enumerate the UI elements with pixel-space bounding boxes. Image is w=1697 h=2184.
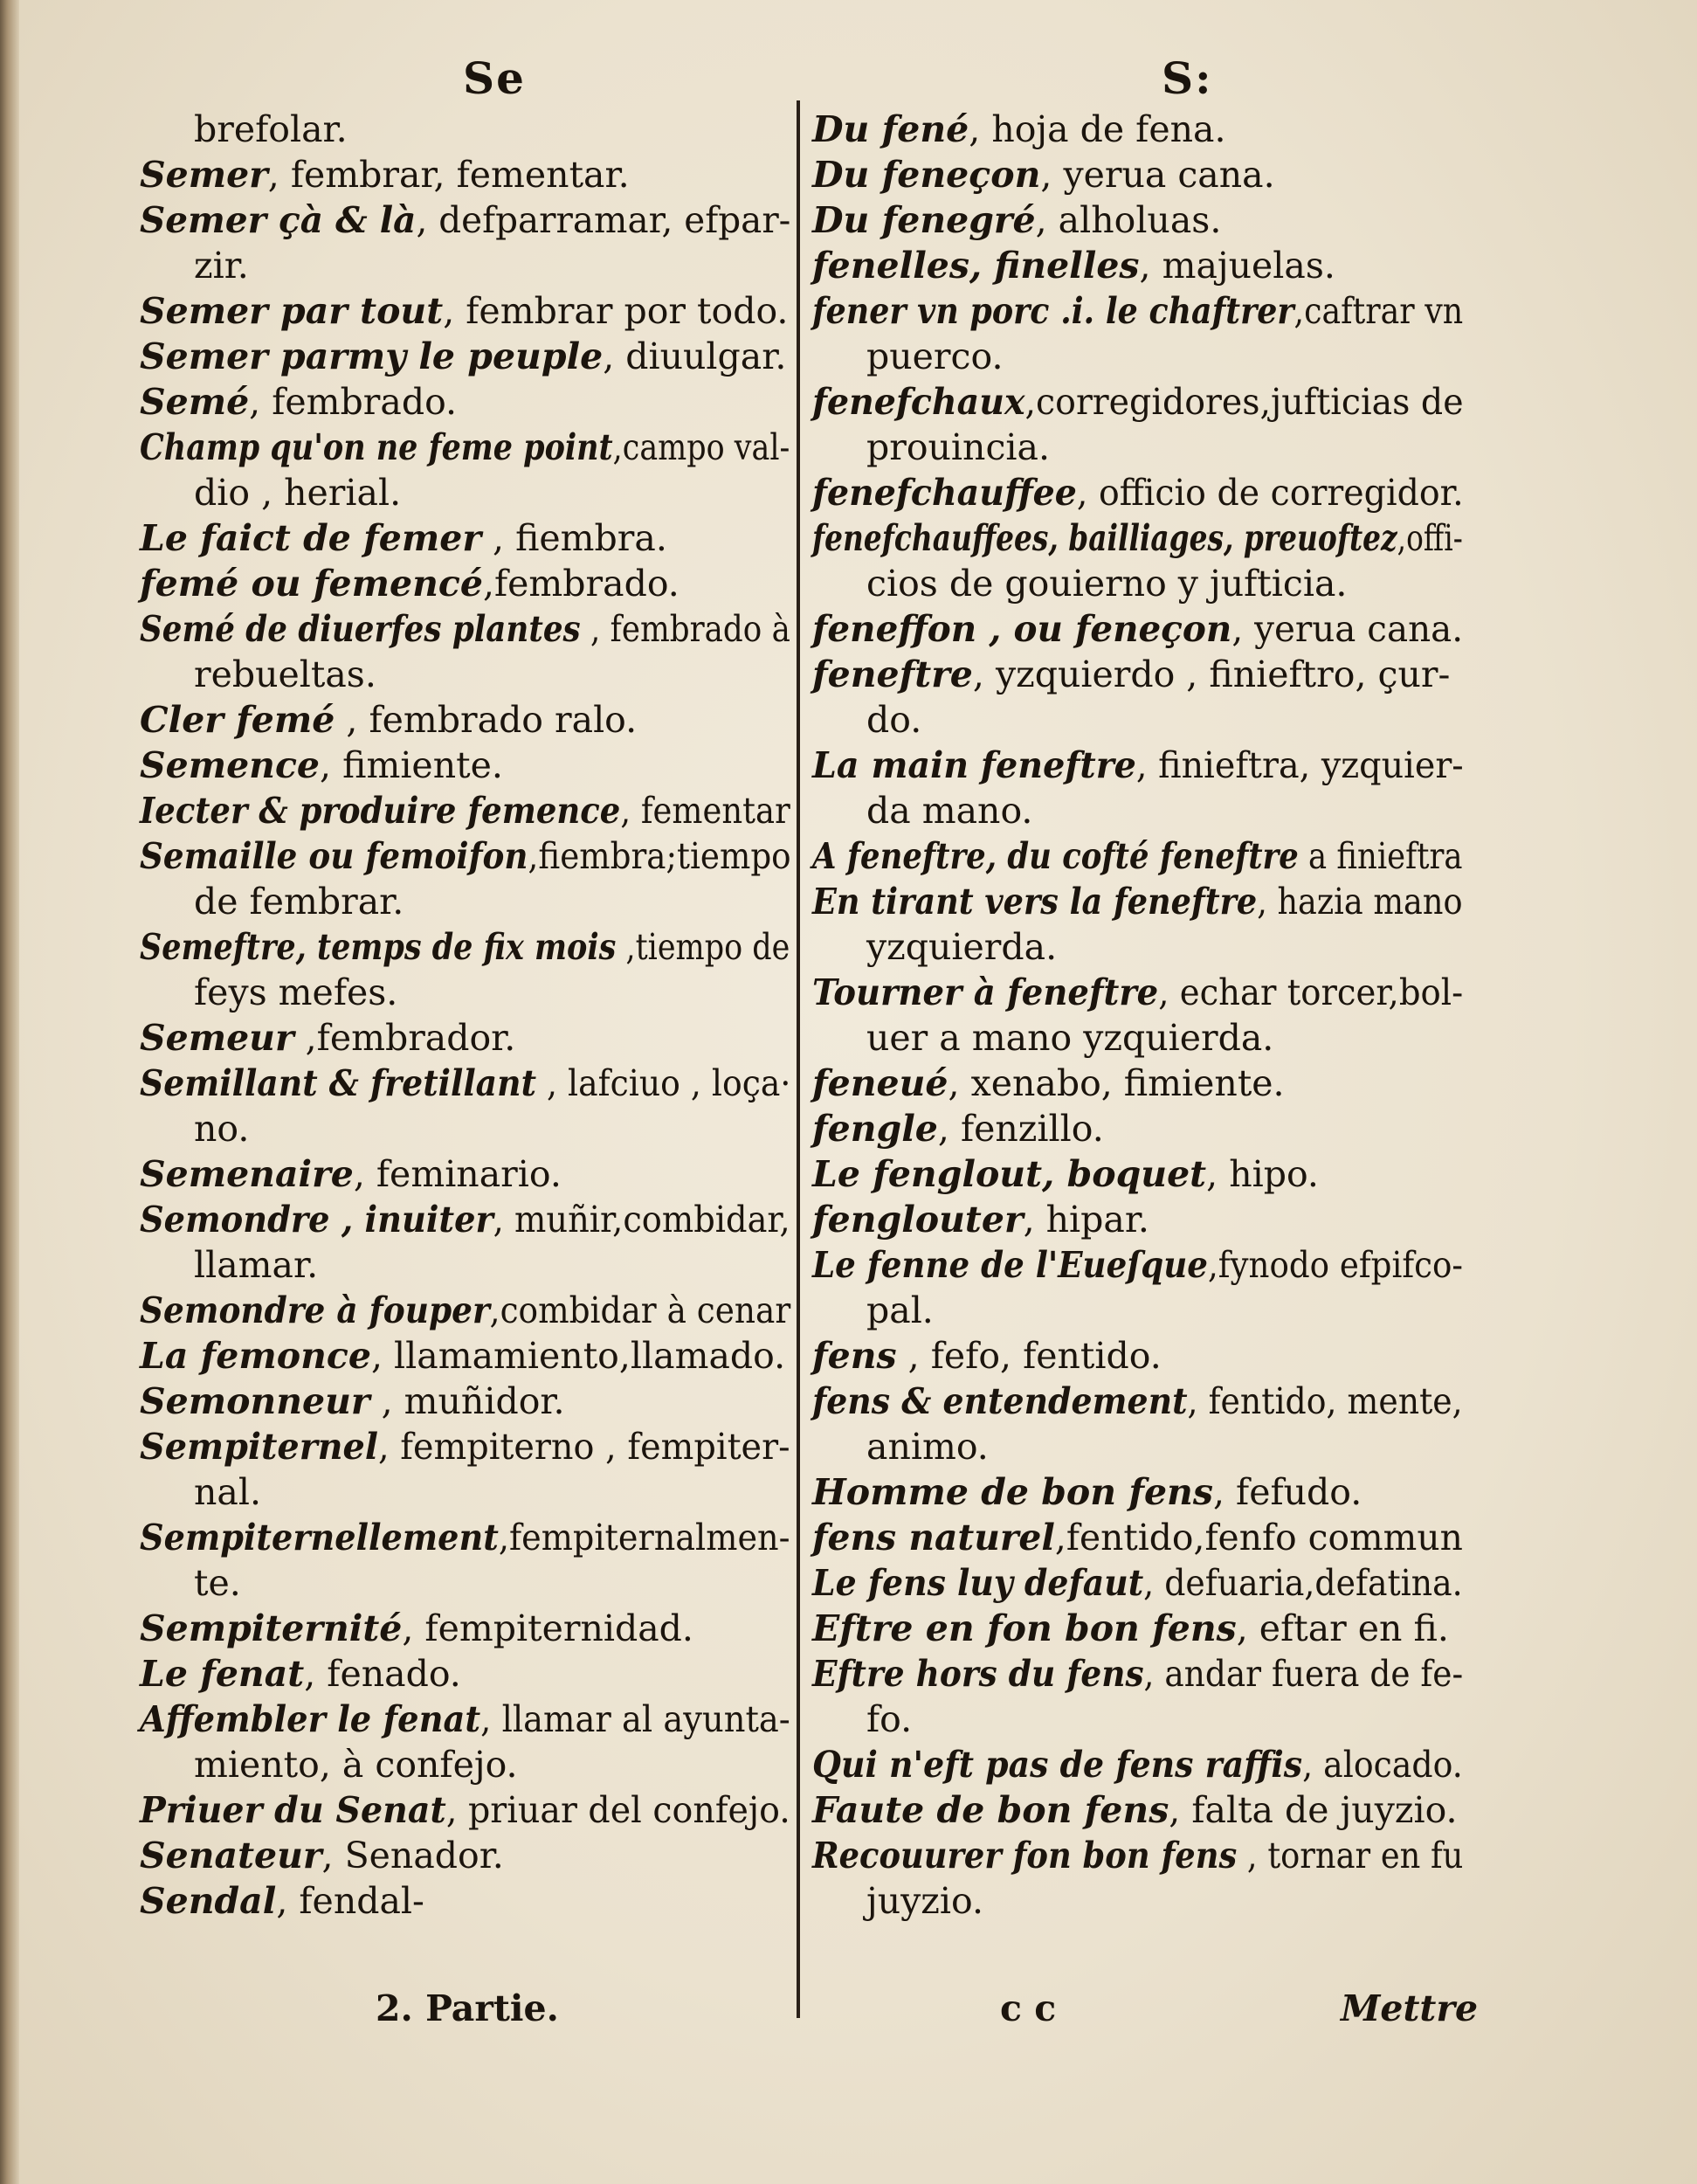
entry-line xyxy=(140,924,790,970)
entry-line xyxy=(140,1288,791,1333)
definition: miento, à confejo. xyxy=(194,1744,518,1786)
entry-line xyxy=(140,652,790,697)
definition: cios de gouierno y jufticia. xyxy=(866,563,1348,605)
definition: , officio de corregidor. xyxy=(1076,472,1464,514)
definition: pal. xyxy=(866,1289,934,1331)
headword: Semence xyxy=(140,744,321,786)
entry-line xyxy=(812,152,1463,197)
definition: juyzio. xyxy=(866,1880,983,1922)
entry-line xyxy=(812,652,1463,697)
running-head-left: Se xyxy=(463,52,526,104)
entry-line xyxy=(140,833,791,879)
definition: ,fiembra;tiempo xyxy=(528,835,791,877)
headword: Semondre , inuiter xyxy=(140,1199,493,1241)
definition: , fenado. xyxy=(304,1653,461,1695)
headword: femé ou femencé xyxy=(140,563,483,605)
entry-line xyxy=(812,1015,1463,1061)
definition: yzquierda. xyxy=(866,926,1058,968)
entry-line xyxy=(812,833,1463,879)
headword: Sempiternel xyxy=(140,1426,378,1468)
headword: fens naturel xyxy=(812,1517,1055,1559)
entry-line xyxy=(812,1424,1463,1469)
definition: prouincia. xyxy=(866,426,1051,468)
definition: ,fembrado. xyxy=(482,563,679,605)
entry-line xyxy=(812,561,1463,606)
entry-line xyxy=(812,334,1463,379)
headword: Le fenglout, boquet xyxy=(812,1153,1207,1195)
definition: no. xyxy=(194,1108,250,1150)
definition: , fembrado à xyxy=(580,608,790,650)
entry-line xyxy=(140,1878,790,1924)
headword: Le faict de femer xyxy=(140,517,481,559)
definition: , fenzillo. xyxy=(937,1108,1104,1150)
entry-line xyxy=(812,107,1463,152)
headword: fenefchauffee xyxy=(812,472,1077,514)
entry-line xyxy=(140,243,790,288)
headword: Iecter & produire femence xyxy=(140,790,621,832)
entry-line xyxy=(140,1379,790,1424)
headword: Semondre à fouper xyxy=(140,1289,490,1331)
entry-line xyxy=(140,561,790,606)
definition: , llamar al ayunta- xyxy=(480,1698,790,1740)
entry-line xyxy=(140,1242,790,1288)
definition: , tornar en fu xyxy=(1237,1835,1464,1876)
entry-line xyxy=(140,743,790,788)
entry-line xyxy=(812,1878,1463,1924)
entry-line xyxy=(812,1560,1463,1606)
definition: , fembrado ralo. xyxy=(335,699,638,741)
headword: Faute de bon fens xyxy=(812,1789,1169,1831)
definition: , fendal- xyxy=(276,1880,424,1922)
definition: , diuulgar. xyxy=(603,335,787,377)
headword: fenefchaux xyxy=(812,381,1025,423)
headword: fenelles, finelles xyxy=(812,245,1140,287)
headword: En tirant vers la feneftre xyxy=(812,881,1258,923)
headword: Semonneur xyxy=(140,1380,370,1422)
definition: , fempiterno , fempiter- xyxy=(377,1426,790,1468)
entry-line xyxy=(812,1606,1463,1651)
entry-line xyxy=(812,1833,1464,1878)
entry-line xyxy=(140,1151,790,1197)
entry-line xyxy=(140,1015,790,1061)
headword: Semer xyxy=(140,154,268,196)
headword: Le fenat xyxy=(140,1653,305,1695)
definition: , fefo, fentido. xyxy=(896,1335,1162,1377)
entry-line xyxy=(140,1606,790,1651)
entry-line xyxy=(140,152,790,197)
entry-line xyxy=(812,1697,1463,1742)
entry-line xyxy=(140,197,791,243)
definition: , hazia mano xyxy=(1257,881,1463,923)
definition: , yerua cana. xyxy=(1231,608,1464,650)
definition: , fiembra. xyxy=(480,517,667,559)
headword: fenglouter xyxy=(812,1199,1024,1241)
entry-line xyxy=(140,470,790,515)
entry-line xyxy=(140,379,790,425)
headword: Cler femé xyxy=(140,699,335,741)
entry-line xyxy=(140,515,790,561)
definition: animo. xyxy=(866,1426,989,1468)
definition: llamar. xyxy=(194,1244,319,1286)
definition: ,offi- xyxy=(1397,517,1463,559)
entry-line xyxy=(812,288,1464,334)
headword: Tourner à feneftre xyxy=(812,971,1159,1013)
definition: nal. xyxy=(194,1471,261,1513)
definition: , fembrar, fementar. xyxy=(267,154,630,196)
entry-line xyxy=(140,606,790,652)
definition: ,corregidores,jufticias de xyxy=(1024,381,1464,423)
headword: Semer parmy le peuple xyxy=(140,335,604,377)
definition: , llamamiento,llamado. xyxy=(370,1335,786,1377)
headword: Semenaire xyxy=(140,1153,354,1195)
definition: , muñidor. xyxy=(369,1380,565,1422)
entry-line xyxy=(812,379,1464,425)
entry-line xyxy=(812,1379,1463,1424)
definition: ,fentido,fenfo commun xyxy=(1054,1517,1463,1559)
entry-line xyxy=(140,1787,790,1833)
headword: Affembler le fenat xyxy=(140,1698,481,1740)
headword: feneffon , ou feneçon xyxy=(812,608,1232,650)
entry-line xyxy=(140,1333,790,1379)
column-left xyxy=(140,107,790,1924)
entry-line xyxy=(812,1515,1463,1560)
entry-line xyxy=(140,1697,790,1742)
definition: , fefudo. xyxy=(1212,1471,1362,1513)
definition: , fimiente. xyxy=(320,744,503,786)
entry-line xyxy=(140,1469,790,1515)
headword: La main feneftre xyxy=(812,744,1136,786)
headword: fener vn porc .i. le chaftrer xyxy=(812,290,1294,332)
headword: Le fenne de l'Eueſque xyxy=(812,1244,1208,1286)
definition: rebueltas. xyxy=(194,653,376,695)
headword: Semer par tout xyxy=(140,290,444,332)
definition: da mano. xyxy=(866,790,1033,832)
entry-line xyxy=(812,1242,1463,1288)
definition: , fentido, mente, xyxy=(1187,1380,1463,1422)
headword: fens xyxy=(812,1335,897,1377)
definition: do. xyxy=(866,699,922,741)
headword: Semé xyxy=(140,381,250,423)
entry-line xyxy=(812,1787,1463,1833)
catchword: Mettre xyxy=(1341,1987,1479,2029)
headword: Sendal xyxy=(140,1880,277,1922)
entry-line xyxy=(812,743,1464,788)
definition: puerco. xyxy=(866,335,1004,377)
definition: , defparramar, efpar- xyxy=(416,199,791,241)
running-head-right: S: xyxy=(1162,52,1213,104)
headword: fens & entendement xyxy=(812,1380,1188,1422)
entry-line xyxy=(812,879,1463,924)
headword: Priuer du Senat xyxy=(140,1789,446,1831)
definition: te. xyxy=(194,1562,241,1604)
entry-line xyxy=(140,425,790,470)
definition: , Senador. xyxy=(321,1835,504,1876)
entry-line xyxy=(812,1333,1463,1379)
entry-line xyxy=(812,197,1463,243)
definition: ,fempiternalmen- xyxy=(498,1517,790,1559)
headword: Semé de diuerfes plantes xyxy=(140,608,581,650)
entry-line xyxy=(140,288,790,334)
entry-line xyxy=(140,1651,790,1697)
headword: Sempiternité xyxy=(140,1607,403,1649)
column-rule xyxy=(797,100,800,2018)
binding-edge xyxy=(0,0,19,2184)
definition: , fembrado. xyxy=(249,381,458,423)
definition: feys mefes. xyxy=(194,971,398,1013)
headword: fenefchauffees, bailliages, preuoftez xyxy=(812,517,1397,559)
definition: , feminario. xyxy=(353,1153,562,1195)
definition: fo. xyxy=(866,1698,913,1740)
entry-line xyxy=(140,1742,790,1787)
gathering-mark: c c xyxy=(1000,1987,1057,2029)
headword: Champ qu'on ne feme point xyxy=(140,426,613,468)
entry-line xyxy=(140,788,790,833)
headword: Du fenegré xyxy=(812,199,1036,241)
headword: feneué xyxy=(812,1062,949,1104)
entry-line xyxy=(812,1106,1463,1151)
headword: Sempiternellement xyxy=(140,1517,499,1559)
entry-line xyxy=(812,1469,1463,1515)
definition: , priuar del confejo. xyxy=(445,1789,790,1831)
entry-line xyxy=(140,107,790,152)
entry-line xyxy=(140,1560,790,1606)
entry-line xyxy=(812,1061,1463,1106)
definition: , fempiternidad. xyxy=(402,1607,693,1649)
headword: Senateur xyxy=(140,1835,322,1876)
headword: Eftre en fon bon fens xyxy=(812,1607,1237,1649)
definition: , muñir,combidar, xyxy=(493,1199,790,1241)
entry-line xyxy=(812,1151,1463,1197)
entry-line xyxy=(812,243,1463,288)
headword: La femonce xyxy=(140,1335,371,1377)
definition: , alocado. xyxy=(1302,1744,1463,1786)
headword: Recouurer fon bon fens xyxy=(812,1835,1238,1876)
entry-line xyxy=(140,1106,790,1151)
definition: ,caftrar vn xyxy=(1293,290,1464,332)
entry-line xyxy=(140,879,790,924)
definition: de fembrar. xyxy=(194,881,404,923)
definition: , yerua cana. xyxy=(1040,154,1275,196)
headword: Homme de bon fens xyxy=(812,1471,1213,1513)
headword: A feneftre, du cofté feneftre xyxy=(812,835,1299,877)
entry-line xyxy=(812,515,1463,561)
headword: Semillant & fretillant xyxy=(140,1062,537,1104)
definition: brefolar. xyxy=(194,108,348,150)
entry-line xyxy=(812,606,1464,652)
headword: Du fené xyxy=(812,108,969,150)
headword: Semer çà & là xyxy=(140,199,417,241)
definition: a finieftra xyxy=(1298,835,1463,877)
entry-line xyxy=(812,924,1463,970)
headword: Du feneçon xyxy=(812,154,1041,196)
definition: , alholuas. xyxy=(1035,199,1222,241)
entry-line xyxy=(812,1651,1464,1697)
column-right xyxy=(812,107,1463,1924)
definition: , falta de juyzio. xyxy=(1169,1789,1458,1831)
definition: , xenabo, fimiente. xyxy=(948,1062,1285,1104)
definition: , lafciuo , loça· xyxy=(536,1062,791,1104)
definition: ,tiempo de xyxy=(616,926,790,968)
definition: ,fembrador. xyxy=(293,1017,516,1059)
entry-line xyxy=(812,425,1463,470)
entry-line xyxy=(140,970,790,1015)
definition: zir. xyxy=(194,245,249,287)
headword: Semaille ou femoifon xyxy=(140,835,528,877)
definition: , finieftra, yzquier- xyxy=(1135,744,1464,786)
entry-line xyxy=(140,1515,790,1560)
headword: Eftre hors du fens xyxy=(812,1653,1144,1695)
definition: , yzquierdo , finieftro, çur- xyxy=(972,653,1451,695)
definition: ,fynodo efpifco- xyxy=(1207,1244,1463,1286)
entry-line xyxy=(140,1061,791,1106)
definition: , andar fuera de fe- xyxy=(1143,1653,1464,1695)
headword: fengle xyxy=(812,1108,938,1150)
entry-line xyxy=(140,1833,790,1878)
entry-line xyxy=(140,334,790,379)
definition: , fementar xyxy=(620,790,790,832)
entry-line xyxy=(812,1288,1463,1333)
definition: uer a mano yzquierda. xyxy=(866,1017,1274,1059)
definition: , echar torcer,bol- xyxy=(1158,971,1464,1013)
entry-line xyxy=(812,470,1464,515)
entry-line xyxy=(812,788,1463,833)
headword: Le fens luy defaut xyxy=(812,1562,1144,1604)
signature-mark: 2. Partie. xyxy=(376,1987,559,2029)
entry-line xyxy=(812,1742,1463,1787)
headword: Semeftre, temps de fix mois xyxy=(140,926,617,968)
definition: , hoja de fena. xyxy=(969,108,1226,150)
definition: , fembrar por todo. xyxy=(443,290,789,332)
definition: , hipar. xyxy=(1023,1199,1149,1241)
definition: , hipo. xyxy=(1206,1153,1319,1195)
definition: , eftar en fi. xyxy=(1236,1607,1449,1649)
definition: ,campo val- xyxy=(612,426,790,468)
entry-line xyxy=(140,1197,790,1242)
headword: feneftre xyxy=(812,653,973,695)
definition: , majuelas. xyxy=(1139,245,1335,287)
entry-line xyxy=(140,697,790,743)
entry-line xyxy=(812,697,1463,743)
definition: dio , herial. xyxy=(194,472,402,514)
definition: , defuaria,defatina. xyxy=(1143,1562,1463,1604)
entry-line xyxy=(812,970,1464,1015)
definition: ,combidar à cenar xyxy=(489,1289,791,1331)
entry-line xyxy=(140,1424,790,1469)
entry-line xyxy=(812,1197,1463,1242)
headword: Semeur xyxy=(140,1017,294,1059)
headword: Qui n'eft pas de fens raffis xyxy=(812,1744,1303,1786)
